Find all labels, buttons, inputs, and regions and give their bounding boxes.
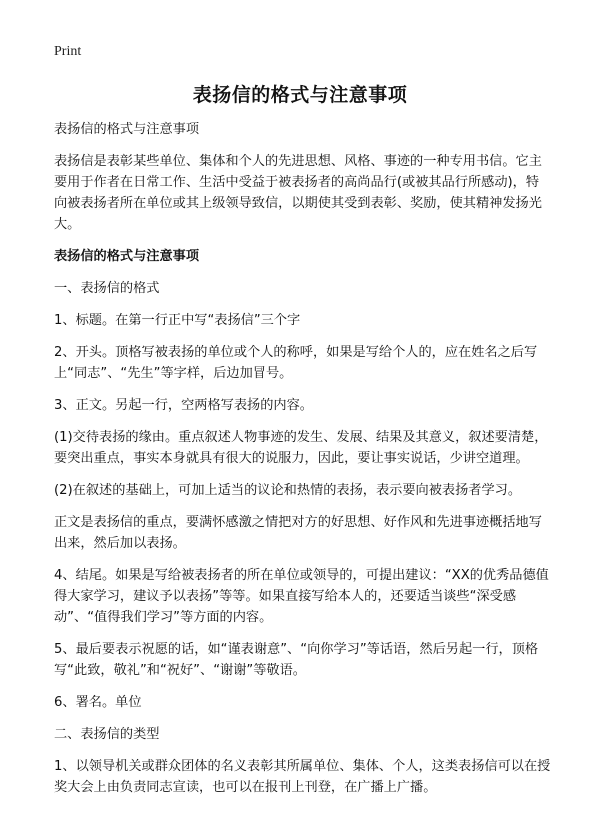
print-link[interactable]: Print: [54, 44, 82, 59]
article-body: [54, 119, 552, 809]
subtitle: 表扬信的格式与注意事项: [54, 122, 200, 137]
subheading-format: 一、表扬信的格式: [54, 281, 160, 296]
intro-paragraph: 表扬信是表彰某些单位、集体和个人的先进思想、风格、事迹的一种专用书信。它主要用于作者在日常工作、生活中受益于被表扬者的高尚品行(或被其品行所感动)，特向被表扬者所在单位或其上级领导致信，以期使其受到表彰、奖励，使其精神发扬光大。: [54, 154, 542, 232]
paragraph-reason: (1)交待表扬的缘由。重点叙述人物事迹的发生、发展、结果及其意义，叙述要清楚，要突出重点，事实本身就具有很大的说服力，因此，要让事实说话，少讲空道理。: [54, 430, 548, 466]
subheading-types: 二、表扬信的类型: [54, 727, 160, 742]
page-title: 表扬信的格式与注意事项: [192, 84, 408, 106]
paragraph-ending-rule: 4、结尾。如果是写给被表扬者的所在单位或领导的，可提出建议：“XX的优秀品德值得大家学习，建议予以表扬”等等。如果直接写给本人的，还要适当谈些“深受感动”、“值得我们学习”等方面的内容。: [54, 568, 549, 625]
paragraph-praise: (2)在叙述的基础上，可加上适当的议论和热情的表扬，表示要向被表扬者学习。: [54, 483, 522, 498]
paragraph-title-rule: 1、标题。在第一行正中写“表扬信”三个字: [54, 313, 301, 328]
paragraph-wishes: 5、最后要表示祝愿的话，如“谨表谢意”、“向你学习”等话语，然后另起一行，顶格写“此致，敬礼”和“祝好”、“谢谢”等敬语。: [54, 642, 539, 678]
section-heading: 表扬信的格式与注意事项: [54, 249, 200, 264]
paragraph-type-1: 1、以领导机关或群众团体的名义表彰其所属单位、集体、个人，这类表扬信可以在授奖大会上由负责同志宣读，也可以在报刊上刊登，在广播上广播。: [54, 759, 551, 795]
paragraph-body-rule: 3、正文。另起一行，空两格写表扬的内容。: [54, 398, 313, 413]
paragraph-body-focus: 正文是表扬信的重点，要满怀感激之情把对方的好思想、好作风和先进事迹概括地写出来，然后加以表扬。: [54, 515, 542, 551]
paragraph-opening-rule: 2、开头。顶格写被表扬的单位或个人的称呼，如果是写给个人的，应在姓名之后写上“同志”、“先生”等字样，后边加冒号。: [54, 345, 538, 381]
paragraph-signature: 6、署名。单位: [54, 695, 142, 710]
